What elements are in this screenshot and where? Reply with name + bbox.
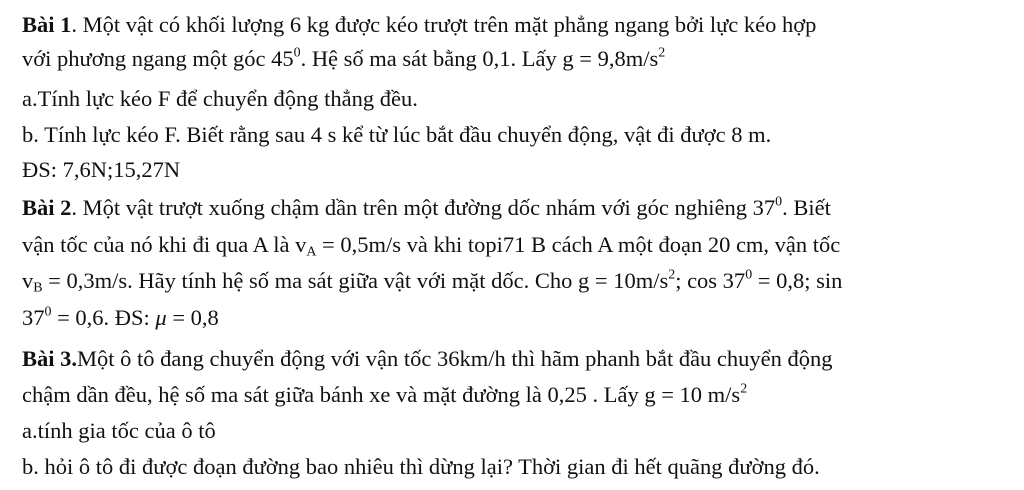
problem-3-label: Bài 3. xyxy=(22,346,78,371)
problem-2-line-4: $37^0 = 0,6$. ĐS: μ = 0,8 xyxy=(22,304,219,330)
problem-1-line-2: với phương ngang một góc $45^0$. Hệ số ma sát bằng 0,1. Lấy $g = 9,8m/s^2$ xyxy=(22,45,666,71)
problem-3-line-1: Bài 3.Một ô tô đang chuyển động với vận tốc 36km/h thì hãm phanh bắt đầu chuyển động xyxy=(22,346,833,371)
mu-symbol: μ xyxy=(155,305,167,330)
problem-1-line-1: Bài 1. Một vật có khối lượng 6 kg được kéo trượt trên mặt phẳng ngang bởi lực kéo hợp xyxy=(22,12,817,37)
problem-1-answer: ĐS: 7,6N;15,27N xyxy=(22,157,181,182)
problem-1-part-b: b. Tính lực kéo F. Biết rằng sau 4 s kể từ lúc bắt đầu chuyển động, vật đi được 8 m. xyxy=(22,122,772,147)
problem-1-label: Bài 1 xyxy=(22,12,72,37)
problem-3-line-2: chậm dần đều, hệ số ma sát giữa bánh xe và mặt đường là 0,25 . Lấy g = 10 $m/s^2$ xyxy=(22,381,748,407)
problem-3-part-b: b. hỏi ô tô đi được đoạn đường bao nhiêu thì dừng lại? Thời gian đi hết quãng đường đó. xyxy=(22,454,820,479)
problem-2-line-2: vận tốc của nó khi đi qua A là $v_A = 0,5m/s$ và khi topi71 B cách A một đoạn 20 cm, vận tốc xyxy=(22,232,841,260)
problem-2-label: Bài 2 xyxy=(22,195,72,220)
problem-2-line-3: $v_B = 0,3m/s$. Hãy tính hệ số ma sát giữa vật với mặt dốc. Cho $g = 10m/s^2$; $\cos 37^0 = 0,8$; sin xyxy=(22,267,843,296)
problem-1-part-a: a.Tính lực kéo F để chuyển động thẳng đều. xyxy=(22,86,418,111)
problem-2-line-1: Bài 2. Một vật trượt xuống chậm dần trên một đường dốc nhám với góc nghiêng $37^0$. Biết xyxy=(22,194,831,220)
problem-3-part-a: a.tính gia tốc của ô tô xyxy=(22,418,216,443)
